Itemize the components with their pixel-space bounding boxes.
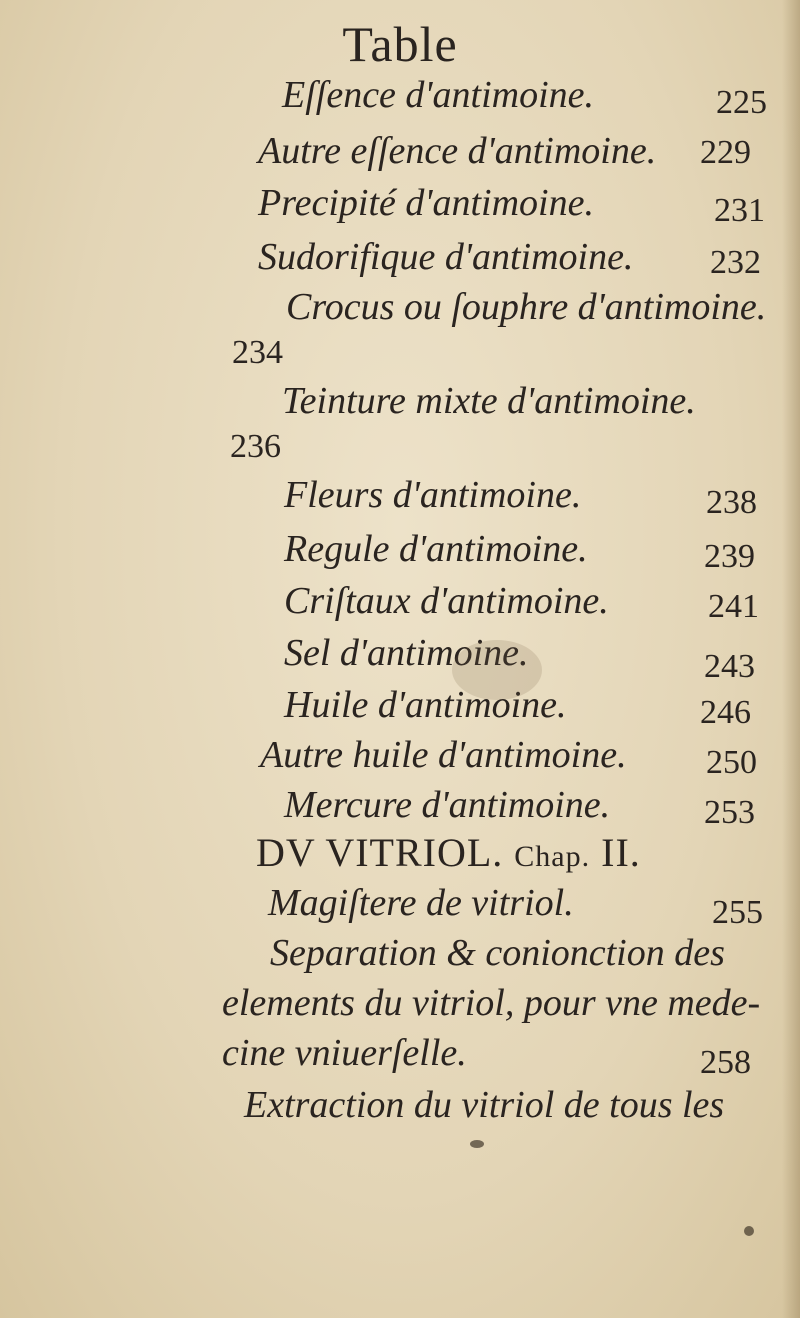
entry-text: Huile d'antimoine. <box>284 684 567 726</box>
entry-page: 229 <box>700 134 751 171</box>
entry-page: 239 <box>704 538 755 575</box>
entry-page: 232 <box>710 244 761 281</box>
entry-text-line: Separation & conionction des <box>270 932 725 974</box>
entry-text: Mercure d'antimoine. <box>284 784 611 826</box>
entry-text-line: elements du vitriol, pour vne mede- <box>222 982 761 1024</box>
entry-text-line: cine vniuerſelle. <box>222 1032 467 1074</box>
entry-page: 243 <box>704 648 755 685</box>
entry-page: 250 <box>706 744 757 781</box>
entry-text: Sudorifique d'antimoine. <box>258 236 634 278</box>
paper-stain <box>452 640 542 700</box>
entry-page: 246 <box>700 694 751 731</box>
entry-text: Magiſtere de vitriol. <box>268 882 574 924</box>
entry-text: Eſſence d'antimoine. <box>282 74 595 116</box>
page-edge-shadow <box>782 0 800 1318</box>
entry-text: Teinture mixte d'antimoine. <box>282 380 696 422</box>
entry-page: 253 <box>704 794 755 831</box>
entry-text: Criſtaux d'antimoine. <box>284 580 609 622</box>
chapter-title: DV VITRIOL. <box>256 830 504 875</box>
entry-text: Sel d'antimoine. <box>284 632 529 674</box>
entry-page: 255 <box>712 894 763 931</box>
page-heading: Table <box>342 16 458 72</box>
chapter-label: Chap. <box>514 840 591 873</box>
entry-page: 231 <box>714 192 765 229</box>
chapter-heading <box>256 828 641 882</box>
entry-page: 236 <box>230 428 281 465</box>
catchline: Extraction du vitriol de tous les <box>244 1084 725 1126</box>
entry-page: 238 <box>706 484 757 521</box>
entry-text: Crocus ou ſouphre d'antimoine. <box>286 286 767 328</box>
chapter-number: II. <box>601 830 641 875</box>
entry-page: 225 <box>716 84 767 121</box>
entry-page: 258 <box>700 1044 751 1081</box>
entry-text: Precipité d'antimoine. <box>258 182 594 224</box>
entry-text: Autre eſſence d'antimoine. <box>258 130 657 172</box>
entry-text: Regule d'antimoine. <box>284 528 588 570</box>
entry-text: Fleurs d'antimoine. <box>284 474 582 516</box>
ink-speck <box>470 1140 484 1148</box>
entry-page: 241 <box>708 588 759 625</box>
ink-speck <box>744 1226 754 1236</box>
entry-page: 234 <box>232 334 283 371</box>
entry-text: Autre huile d'antimoine. <box>260 734 627 776</box>
